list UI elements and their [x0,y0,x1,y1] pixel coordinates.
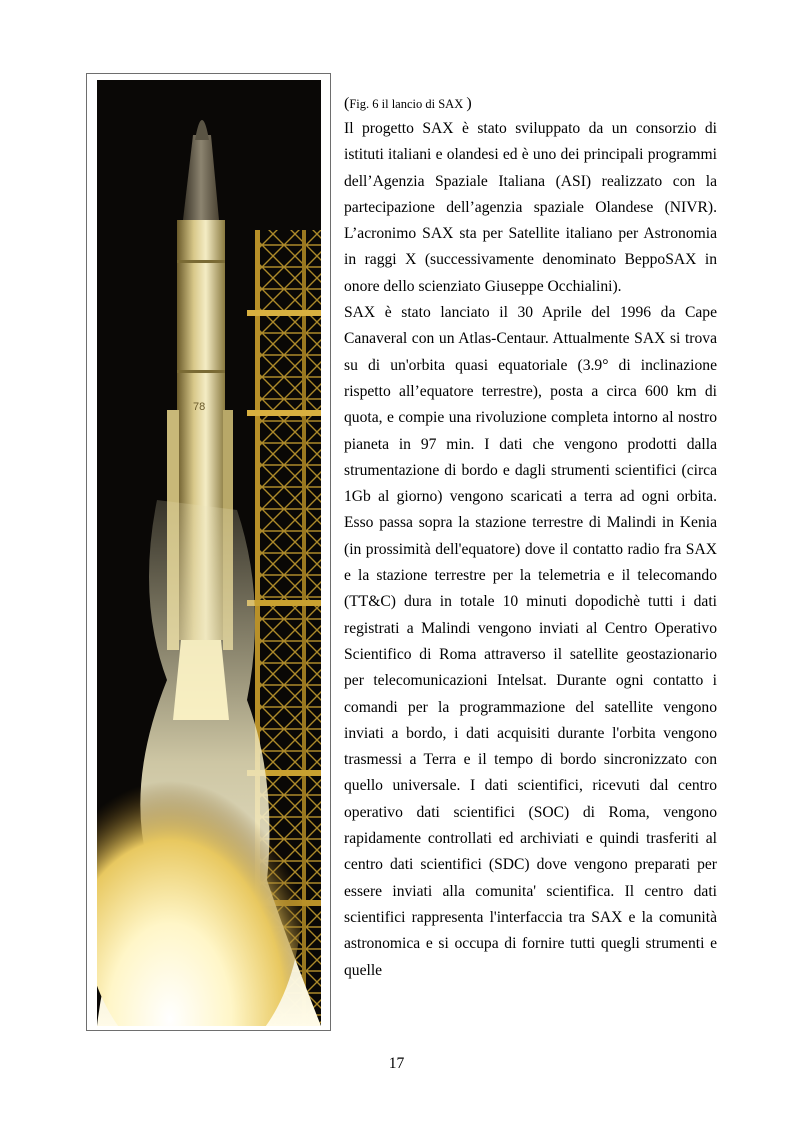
caption-text: Fig. 6 il lancio di SAX [349,97,464,111]
rocket-marking: 78 [193,401,206,413]
page-number: 17 [388,1055,405,1072]
caption-open-paren: ( [344,95,350,112]
figure-caption [344,92,717,116]
paragraph-2: SAX è stato lanciato il 30 Aprile del 1996 da Cape Canaveral con un Atlas-Centaur. Attualmente SAX si trova su di un'orbita quasi equatoriale (3.9° di inclinazione rispetto all’equatore terrestre), posta a circa 600 km di quota, e compie una rivoluzione completa intorno al nostro pianeta in 97 min. I dati che vengono prodotti dalla strumentazione di bordo e dagli strumenti scientifici (circa 1Gb al giorno) vengono scaricati a terra ad ogni orbita. Esso passa sopra la stazione terrestre di Malindi in Kenia (in prossimità dell'equatore) dove il contatto radio fra SAX e la stazione terrestre per la telemetria e il telecomando (TT&C) dura in totale 10 minuti dopodichè tutti i dati registrati a Malindi vengono inviati al Centro Operativo Scientifico di Roma attraverso il satellite geostazionario per telecomunicazioni Intelsat. Durante ogni contatto i comandi per la programmazione del satellite vengono inviati a bordo, i dati acquisiti durante l'orbita vengono trasmessi a Terra e il tempo di bordo sincronizzato con quello universale. I dati scientifici, ricevuti dal centro operativo dati scientifici (SOC) di Roma, vengono rapidamente controllati ed archiviati e quindi trasferiti al centro dati scientifici (SDC) dove vengono preparati per essere inviati alla comunita' scientifica. Il centro dati scientifici rappresenta l'interfaccia tra SAX e la comunità astronomica e si occupa di fornire tutti quegli strumenti e quelle [344,304,717,979]
rocket-launch-image [97,80,321,1026]
text-column [344,92,717,984]
rocket-launch-photo [97,80,321,1026]
paragraph-1: Il progetto SAX è stato sviluppato da un consorzio di istituti italiani e olandesi ed è uno dei principali programmi dell’Agenzia Spaziale Italiana (ASI) realizzato con la partecipazione dell’agenzia spaziale Olandese (NIVR). L’acronimo SAX sta per Satellite italiano per Astronomia in raggi X (successivamente denominato BeppoSAX in onore dello scienziato Giuseppe Occhialini). [344,120,717,295]
figure-frame [86,73,331,1031]
caption-close-paren: ) [466,95,472,112]
